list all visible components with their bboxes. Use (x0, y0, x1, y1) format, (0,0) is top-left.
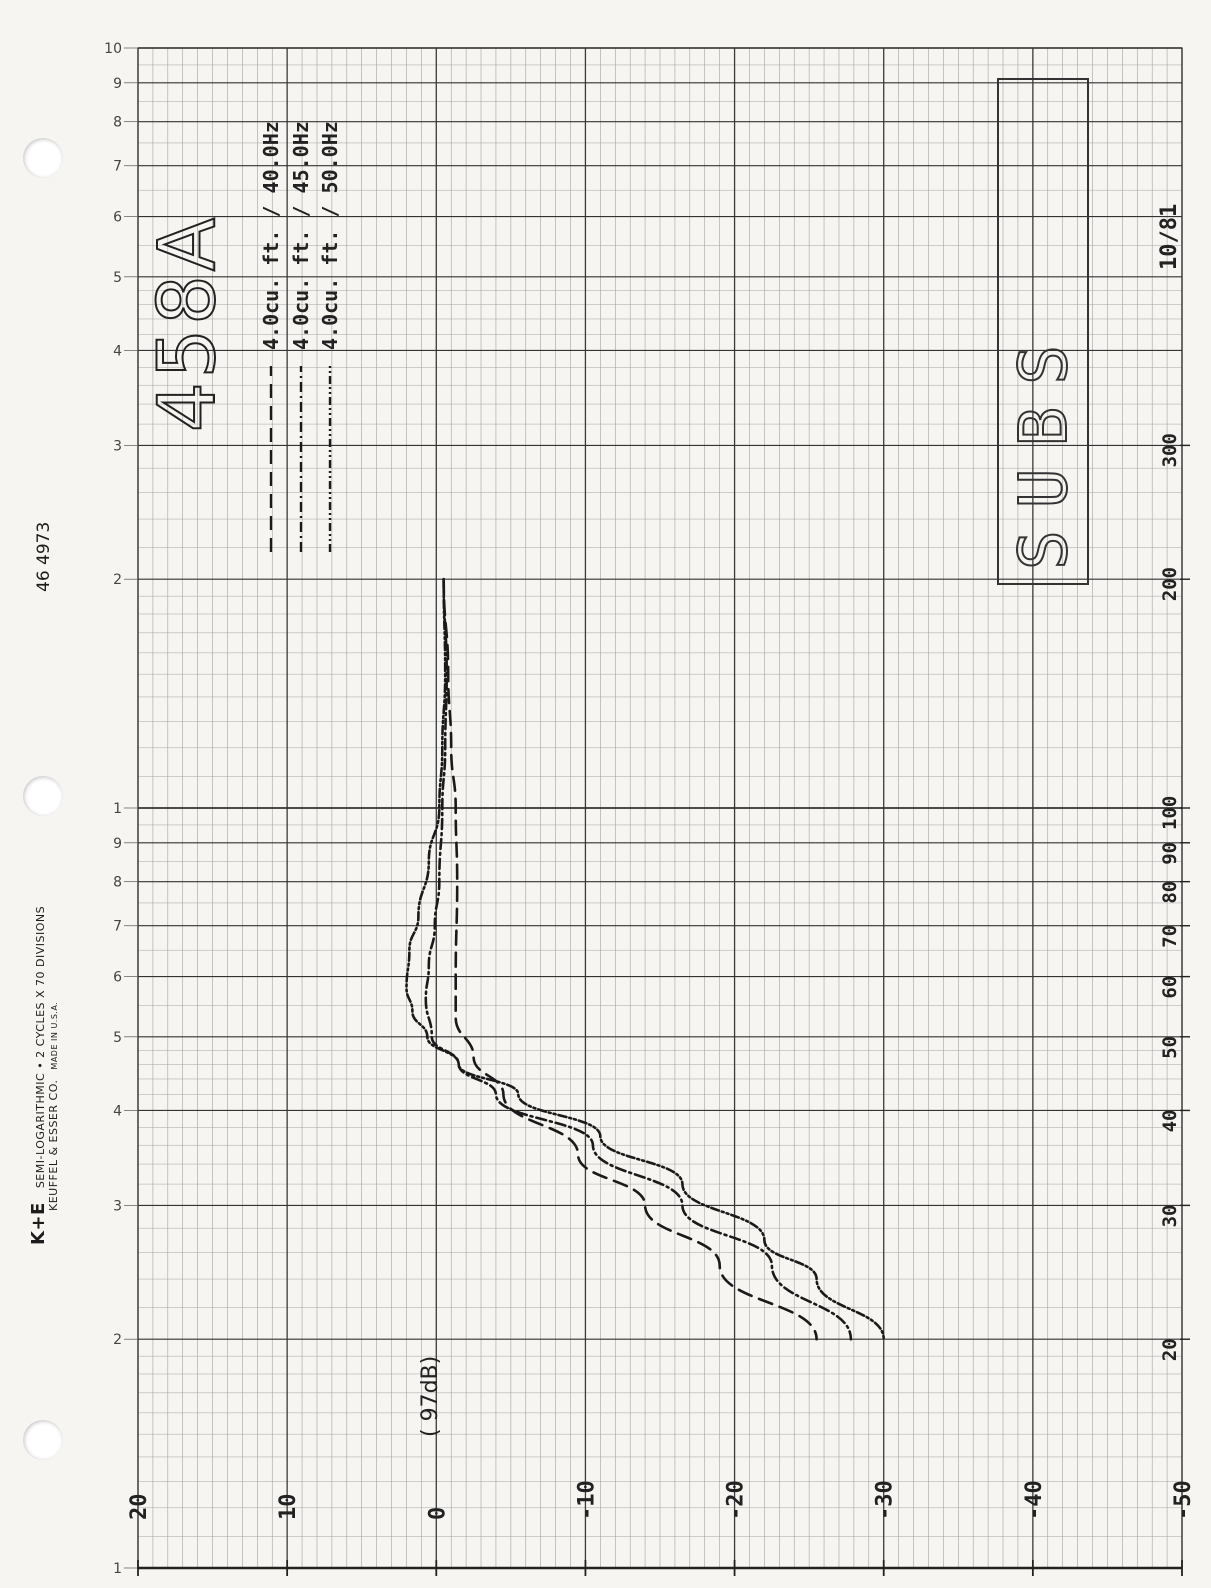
db-tick-label: -20 (723, 1480, 749, 1520)
cycle-label: 4 (113, 343, 122, 360)
cycle-label: 7 (113, 918, 122, 935)
made-in: MADE IN U.S.A. (50, 1001, 59, 1070)
legend-label: 4.0cu. ft. / 40.0Hz (259, 121, 283, 350)
company-name: KEUFFEL & ESSER CO. (47, 1079, 60, 1211)
cycle-label: 2 (113, 1332, 122, 1349)
db-tick-label: -50 (1171, 1480, 1196, 1520)
stamp-date: 10/81 (1157, 203, 1182, 270)
brand-logo: K+E (28, 1202, 49, 1245)
log-cycle-labels (104, 41, 138, 1577)
frequency-tick-label: 50 (1159, 1035, 1181, 1059)
cycle-label: 6 (113, 209, 122, 226)
cycle-label: 5 (113, 1029, 122, 1046)
frequency-tick-label: 100 (1159, 795, 1181, 830)
paper-serial: 46 4973 (34, 521, 54, 592)
frequency-tick-label: 30 (1159, 1204, 1181, 1228)
frequency-tick-label: 300 (1159, 433, 1181, 468)
paper-manufacturer (28, 905, 61, 1245)
cycle-label: 8 (113, 114, 122, 131)
frequency-tick-label: 60 (1159, 975, 1181, 999)
frequency-tick-label: 200 (1159, 566, 1181, 602)
db-tick-label: 20 (127, 1493, 152, 1520)
cycle-label: 8 (113, 874, 122, 891)
legend-label: 4.0cu. ft. / 50.0Hz (318, 121, 342, 350)
cycle-label: 4 (113, 1103, 122, 1120)
frequency-tick-label: 40 (1159, 1109, 1181, 1133)
binder-hole-middle (23, 776, 63, 816)
cycle-label: 10 (104, 41, 122, 57)
product-line: SEMI-LOGARITHMIC • 2 CYCLES X 70 DIVISIONS (34, 905, 47, 1189)
cycle-label: 5 (113, 269, 122, 286)
cycle-label: 3 (113, 1198, 122, 1215)
stamp-box (998, 79, 1088, 584)
binder-hole-top (23, 138, 63, 178)
cycle-label: 2 (113, 572, 122, 589)
frequency-tick-label: 80 (1159, 880, 1181, 904)
cycle-label: 9 (113, 835, 122, 852)
db-tick-label: -30 (872, 1480, 898, 1520)
cycle-label: 7 (113, 158, 122, 175)
frequency-tick-labels (1159, 433, 1190, 1361)
db-tick-label: 0 (425, 1506, 451, 1520)
legend (259, 121, 342, 552)
frequency-tick-label: 90 (1159, 841, 1181, 865)
frequency-tick-label: 20 (1159, 1338, 1181, 1362)
db-tick-label: -10 (574, 1480, 600, 1520)
cycle-label: 9 (113, 75, 122, 92)
binder-hole-bottom (23, 1420, 63, 1460)
frequency-tick-label: 70 (1159, 924, 1181, 948)
cycle-label: 1 (113, 1561, 122, 1577)
legend-label: 4.0cu. ft. / 45.0Hz (289, 121, 313, 350)
stamp-text: SUBS (1005, 323, 1082, 570)
chart-title: 458A (143, 213, 233, 432)
series-line-2 (426, 579, 851, 1339)
reference-annotation: ( 97dB) (418, 1355, 443, 1437)
db-tick-label: -40 (1021, 1480, 1047, 1520)
cycle-label: 3 (113, 438, 122, 455)
cycle-label: 1 (113, 801, 122, 817)
cycle-label: 6 (113, 969, 122, 986)
db-tick-label: 10 (276, 1493, 302, 1520)
